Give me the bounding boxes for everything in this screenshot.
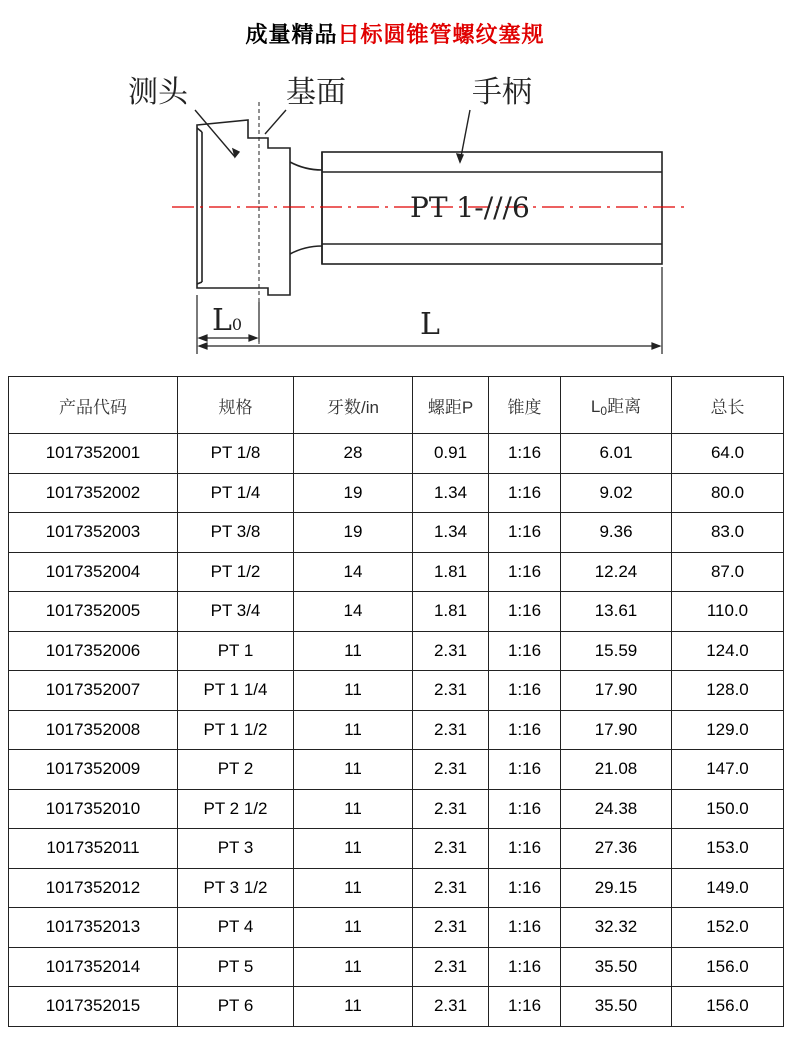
cell-product-code: 1017352004 [9,552,178,592]
label-base: 基面 [286,75,346,110]
cell-product-code: 1017352010 [9,789,178,829]
spec-table [8,376,784,1027]
cell-taper: 1:16 [489,908,561,948]
page-title [0,18,790,49]
label-handle: 手柄 [472,75,532,110]
title-red: 日标圆锥管螺纹塞规 [337,23,545,48]
table-row [9,434,784,474]
title-black: 成量精品 [245,23,338,48]
header-total-length: 总长 [672,377,784,434]
cell-total-length: 129.0 [672,710,784,750]
cell-product-code: 1017352003 [9,513,178,553]
header-l0-sub: 0 [600,404,608,418]
cell-taper: 1:16 [489,552,561,592]
leader-lines [195,110,470,162]
cell-pitch: 0.91 [413,434,489,474]
cell-pitch: 2.31 [413,710,489,750]
header-tpi: 牙数/in [294,377,413,434]
cell-taper: 1:16 [489,513,561,553]
cell-total-length: 156.0 [672,987,784,1027]
cell-l0-distance: 21.08 [561,750,672,790]
dim-l0-sub: 0 [231,315,243,334]
cell-product-code: 1017352006 [9,631,178,671]
cell-l0-distance: 9.36 [561,513,672,553]
cell-taper: 1:16 [489,868,561,908]
cell-spec: PT 1/4 [178,473,294,513]
cell-l0-distance: 9.02 [561,473,672,513]
cell-l0-distance: 12.24 [561,552,672,592]
cell-total-length: 147.0 [672,750,784,790]
cell-total-length: 128.0 [672,671,784,711]
cell-l0-distance: 17.90 [561,671,672,711]
cell-taper: 1:16 [489,671,561,711]
table-row [9,552,784,592]
table-row [9,631,784,671]
cell-pitch: 1.81 [413,552,489,592]
cell-spec: PT 6 [178,987,294,1027]
cell-total-length: 150.0 [672,789,784,829]
cell-taper: 1:16 [489,789,561,829]
cell-product-code: 1017352002 [9,473,178,513]
cell-product-code: 1017352014 [9,947,178,987]
table-row [9,513,784,553]
cell-tpi: 11 [294,947,413,987]
cell-l0-distance: 35.50 [561,987,672,1027]
cell-pitch: 1.34 [413,513,489,553]
cell-pitch: 2.31 [413,631,489,671]
cell-pitch: 2.31 [413,750,489,790]
cell-tpi: 11 [294,789,413,829]
table-row [9,671,784,711]
table-row [9,789,784,829]
table-row [9,473,784,513]
cell-tpi: 11 [294,987,413,1027]
cell-tpi: 11 [294,750,413,790]
cell-l0-distance: 15.59 [561,631,672,671]
cell-l0-distance: 27.36 [561,829,672,869]
cell-spec: PT 3 1/2 [178,868,294,908]
cell-spec: PT 1 1/2 [178,710,294,750]
cell-l0-distance: 32.32 [561,908,672,948]
header-pitch: 螺距P [413,377,489,434]
cell-pitch: 2.31 [413,868,489,908]
dim-l0-label [212,303,242,338]
cell-spec: PT 1 1/4 [178,671,294,711]
cell-spec: PT 2 1/2 [178,789,294,829]
cell-l0-distance: 35.50 [561,947,672,987]
table-body [9,434,784,1027]
table-row [9,710,784,750]
cell-product-code: 1017352011 [9,829,178,869]
neck [290,152,322,264]
cell-product-code: 1017352015 [9,987,178,1027]
header-taper: 锥度 [489,377,561,434]
cell-total-length: 83.0 [672,513,784,553]
cell-tpi: 28 [294,434,413,474]
cell-pitch: 2.31 [413,987,489,1027]
cell-taper: 1:16 [489,631,561,671]
cell-pitch: 1.81 [413,592,489,632]
cell-l0-distance: 29.15 [561,868,672,908]
cell-pitch: 2.31 [413,829,489,869]
cell-pitch: 2.31 [413,947,489,987]
cell-tpi: 11 [294,908,413,948]
cell-product-code: 1017352009 [9,750,178,790]
plug-gauge-drawing [0,62,790,362]
label-probe: 测头 [128,75,188,110]
dim-l0-main: L [212,303,232,338]
header-spec: 规格 [178,377,294,434]
cell-l0-distance: 17.90 [561,710,672,750]
cell-taper: 1:16 [489,434,561,474]
cell-total-length: 153.0 [672,829,784,869]
cell-pitch: 1.34 [413,473,489,513]
cell-tpi: 11 [294,671,413,711]
cell-spec: PT 4 [178,908,294,948]
cell-taper: 1:16 [489,829,561,869]
cell-product-code: 1017352007 [9,671,178,711]
cell-tpi: 14 [294,592,413,632]
cell-spec: PT 5 [178,947,294,987]
table-row [9,829,784,869]
cell-l0-distance: 6.01 [561,434,672,474]
cell-tpi: 11 [294,710,413,750]
table-row [9,750,784,790]
table-header-row [9,377,784,434]
header-l0-distance [561,377,672,434]
table-row [9,592,784,632]
table-row [9,987,784,1027]
cell-spec: PT 3 [178,829,294,869]
cell-product-code: 1017352012 [9,868,178,908]
cell-product-code: 1017352008 [9,710,178,750]
table-row [9,908,784,948]
cell-tpi: 14 [294,552,413,592]
cell-spec: PT 1/8 [178,434,294,474]
cell-taper: 1:16 [489,592,561,632]
cell-total-length: 80.0 [672,473,784,513]
header-product-code: 产品代码 [9,377,178,434]
cell-total-length: 152.0 [672,908,784,948]
header-l0-rest: 距离 [607,397,642,416]
cell-pitch: 2.31 [413,908,489,948]
cell-tpi: 11 [294,868,413,908]
cell-total-length: 124.0 [672,631,784,671]
cell-spec: PT 1/2 [178,552,294,592]
cell-spec: PT 1 [178,631,294,671]
cell-taper: 1:16 [489,473,561,513]
cell-tpi: 19 [294,473,413,513]
cell-taper: 1:16 [489,710,561,750]
cell-tpi: 11 [294,631,413,671]
table-row [9,947,784,987]
cell-total-length: 87.0 [672,552,784,592]
cell-total-length: 64.0 [672,434,784,474]
cell-pitch: 2.31 [413,789,489,829]
dim-l-label: L [420,307,440,342]
cell-product-code: 1017352013 [9,908,178,948]
cell-taper: 1:16 [489,987,561,1027]
header-l0-main: L [590,397,601,416]
cell-taper: 1:16 [489,750,561,790]
cell-spec: PT 3/8 [178,513,294,553]
cell-product-code: 1017352005 [9,592,178,632]
table-row [9,868,784,908]
cell-spec: PT 3/4 [178,592,294,632]
cell-tpi: 11 [294,829,413,869]
cell-l0-distance: 24.38 [561,789,672,829]
cell-tpi: 19 [294,513,413,553]
cell-total-length: 156.0 [672,947,784,987]
technical-drawing [0,62,790,362]
cell-taper: 1:16 [489,947,561,987]
cell-total-length: 149.0 [672,868,784,908]
cell-l0-distance: 13.61 [561,592,672,632]
cell-product-code: 1017352001 [9,434,178,474]
handle-marking: PT 1-///6 [410,191,530,224]
cell-spec: PT 2 [178,750,294,790]
cell-pitch: 2.31 [413,671,489,711]
cell-total-length: 110.0 [672,592,784,632]
